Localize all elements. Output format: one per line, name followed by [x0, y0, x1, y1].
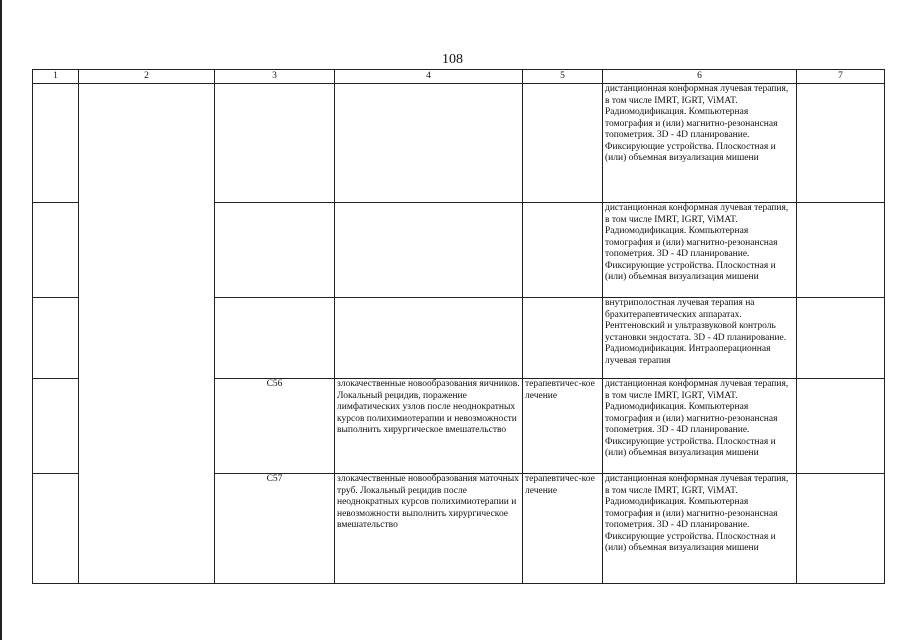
cell-col1: [33, 379, 79, 474]
cell-col1: [33, 203, 79, 298]
column-header-2: 2: [79, 70, 215, 84]
cell-treatment-type: [523, 203, 603, 298]
cell-code: C57: [215, 474, 335, 584]
cell-col7: [797, 474, 885, 584]
table-row: [33, 84, 885, 203]
cell-col1: [33, 84, 79, 203]
cell-col7: [797, 84, 885, 203]
cell-treatment-type: терапевтичес-кое лечение: [523, 379, 603, 474]
cell-diagnosis: злокачественные новообразования яичников. Локальный рецидив, поражение лимфатических узлов после неоднократных курсов полихимиотерапии и невозможности выполнить хирургическое вмешательство: [335, 379, 523, 474]
column-number-row: [33, 70, 885, 84]
cell-treatment-type: [523, 84, 603, 203]
cell-treatment-type: [523, 298, 603, 379]
column-header-4: 4: [335, 70, 523, 84]
cell-treatment-method: внутриполостная лучевая терапия на брахитерапевтических аппаратах. Рентгеновский и ультразвуковой контроль установки эндостата. 3D - 4D планирование. Радиомодификация. Интраоперационная лучевая терапия: [603, 298, 797, 379]
cell-treatment-method: дистанционная конформная лучевая терапия, в том числе IMRT, IGRT, ViMAT. Радиомодификация. Компьютерная томография и (или) магнитно-резонансная топометрия. 3D - 4D планирование. Фиксирующие устройства. Плоскостная и (или) объемная визуализация мишени: [603, 379, 797, 474]
column-header-6: 6: [603, 70, 797, 84]
cell-code: [215, 298, 335, 379]
cell-col1: [33, 474, 79, 584]
cell-code: [215, 203, 335, 298]
cell-col1: [33, 298, 79, 379]
page-number: 108: [442, 52, 463, 67]
cell-code: C56: [215, 379, 335, 474]
column-header-7: 7: [797, 70, 885, 84]
cell-col2-merged: [79, 84, 215, 584]
cell-diagnosis: [335, 298, 523, 379]
cell-diagnosis: [335, 203, 523, 298]
column-header-1: 1: [33, 70, 79, 84]
cell-treatment-type: терапевтичес-кое лечение: [523, 474, 603, 584]
cell-col7: [797, 203, 885, 298]
column-header-3: 3: [215, 70, 335, 84]
cell-diagnosis: [335, 84, 523, 203]
cell-treatment-method: дистанционная конформная лучевая терапия, в том числе IMRT, IGRT, ViMAT. Радиомодификация. Компьютерная томография и (или) магнитно-резонансная топометрия. 3D - 4D планирование. Фиксирующие устройства. Плоскостная и (или) объемная визуализация мишени: [603, 203, 797, 298]
cell-code: [215, 84, 335, 203]
page-edge-rule: [0, 0, 2, 640]
medical-care-table: [32, 69, 885, 584]
cell-treatment-method: дистанционная конформная лучевая терапия, в том числе IMRT, IGRT, ViMAT. Радиомодификация. Компьютерная томография и (или) магнитно-резонансная топометрия. 3D - 4D планирование. Фиксирующие устройства. Плоскостная и (или) объемная визуализация мишени: [603, 84, 797, 203]
cell-col7: [797, 298, 885, 379]
cell-col7: [797, 379, 885, 474]
cell-treatment-method: дистанционная конформная лучевая терапия, в том числе IMRT, IGRT, ViMAT. Радиомодификация. Компьютерная томография и (или) магнитно-резонансная топометрия. 3D - 4D планирование. Фиксирующие устройства. Плоскостная и (или) объемная визуализация мишени: [603, 474, 797, 584]
column-header-5: 5: [523, 70, 603, 84]
cell-diagnosis: злокачественные новообразования маточных труб. Локальный рецидив после неоднократных курсов полихимиотерапии и невозможности выполнить хирургическое вмешательство: [335, 474, 523, 584]
